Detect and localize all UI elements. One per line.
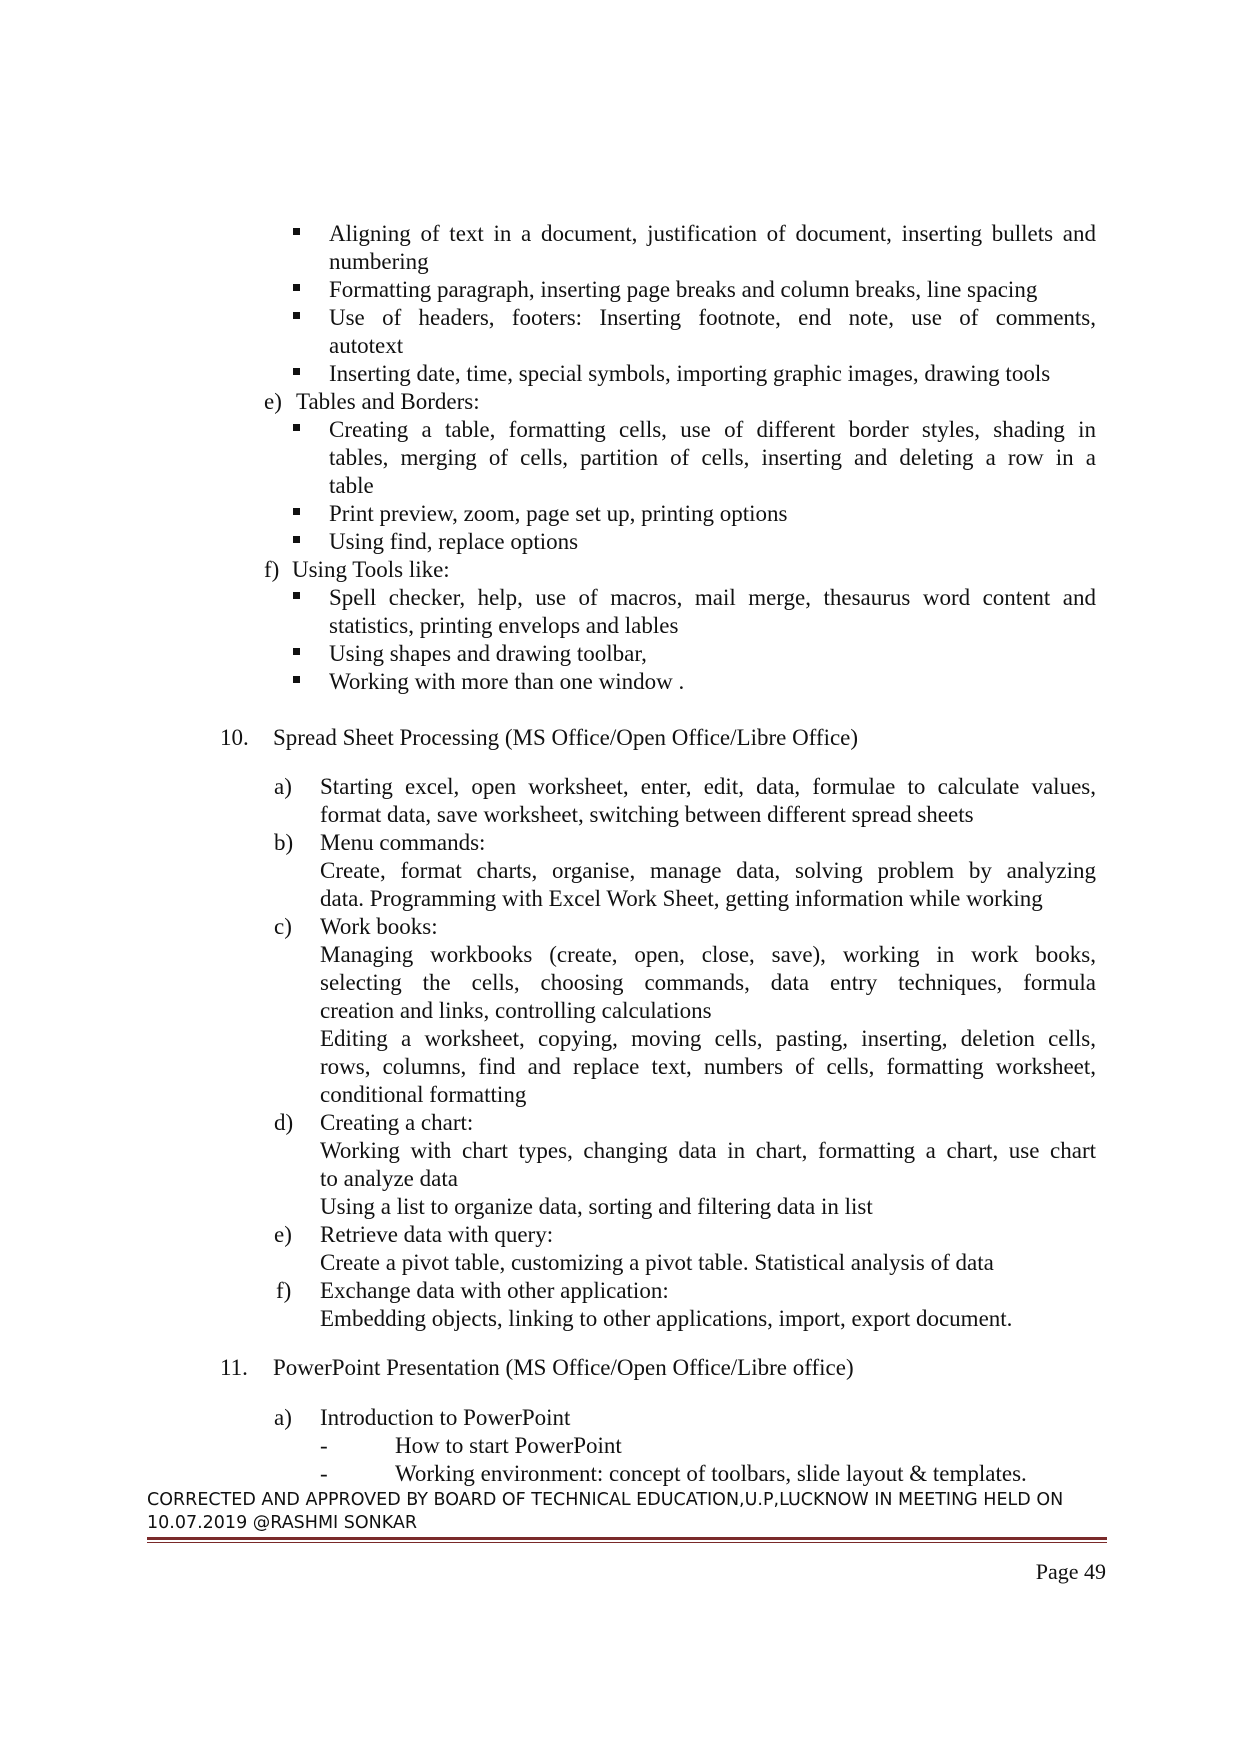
sub-label: e) xyxy=(274,1222,292,1247)
bullet-text: Using shapes and drawing toolbar, xyxy=(329,641,647,666)
sub-text: Editing a worksheet, copying, moving cells, pasting, inserting, deletion cells, xyxy=(320,1026,1096,1051)
bullet-text: tables, merging of cells, partition of cells, inserting and deleting a row in a xyxy=(329,445,1096,470)
section-label: e) xyxy=(264,389,282,414)
dash-marker: - xyxy=(320,1433,328,1458)
footer-rule-thick xyxy=(147,1537,1107,1540)
sub-text: Work books: xyxy=(320,914,438,939)
bullet-text: Working with more than one window . xyxy=(329,669,685,694)
item-title: Spread Sheet Processing (MS Office/Open Office/Libre Office) xyxy=(273,725,859,750)
bullet-text: Aligning of text in a document, justification of document, inserting bullets and xyxy=(329,221,1096,246)
section-title: Tables and Borders: xyxy=(296,389,480,414)
item-number: 10. xyxy=(220,725,249,750)
bullet-square-icon xyxy=(293,648,300,655)
sub-text: conditional formatting xyxy=(320,1082,527,1107)
footer-line-1: CORRECTED AND APPROVED BY BOARD OF TECHNICAL EDUCATION,U.P,LUCKNOW IN MEETING HELD ON xyxy=(147,1490,1064,1510)
sub-text: Exchange data with other application: xyxy=(320,1278,669,1303)
sub-text: Embedding objects, linking to other applications, import, export document. xyxy=(320,1306,1013,1331)
dash-marker: - xyxy=(320,1461,328,1486)
bullet-text: Using find, replace options xyxy=(329,529,579,554)
bullet-text: Use of headers, footers: Inserting footnote, end note, use of comments, xyxy=(329,305,1096,330)
sub-text: Create, format charts, organise, manage data, solving problem by analyzing xyxy=(320,858,1096,883)
bullet-text: Print preview, zoom, page set up, printing options xyxy=(329,501,788,526)
bullet-text: Formatting paragraph, inserting page breaks and column breaks, line spacing xyxy=(329,277,1038,302)
bullet-text: Inserting date, time, special symbols, importing graphic images, drawing tools xyxy=(329,361,1051,386)
bullet-text: statistics, printing envelops and lables xyxy=(329,613,679,638)
sub-label: a) xyxy=(274,774,292,799)
sub-text: Using a list to organize data, sorting and filtering data in list xyxy=(320,1194,873,1219)
bullet-text: Creating a table, formatting cells, use of different border styles, shading in xyxy=(329,417,1096,442)
footer-rule-thin xyxy=(147,1542,1107,1543)
sub-text: rows, columns, find and replace text, numbers of cells, formatting worksheet, xyxy=(320,1054,1096,1079)
dash-item-text: Working environment: concept of toolbars, slide layout & templates. xyxy=(395,1461,1027,1486)
bullet-square-icon xyxy=(293,592,300,599)
sub-text: Retrieve data with query: xyxy=(320,1222,554,1247)
sub-text: Introduction to PowerPoint xyxy=(320,1405,571,1430)
sub-label: a) xyxy=(274,1405,292,1430)
bullet-square-icon xyxy=(293,284,300,291)
bullet-text: Spell checker, help, use of macros, mail merge, thesaurus word content and xyxy=(329,585,1096,610)
sub-label: d) xyxy=(274,1110,294,1135)
item-number: 11. xyxy=(220,1355,248,1380)
bullet-square-icon xyxy=(293,228,300,235)
sub-label: b) xyxy=(274,830,294,855)
bullet-square-icon xyxy=(293,424,300,431)
section-label: f) xyxy=(264,557,280,582)
bullet-square-icon xyxy=(293,536,300,543)
item-title: PowerPoint Presentation (MS Office/Open Office/Libre office) xyxy=(273,1355,854,1380)
footer-line-2: 10.07.2019 @RASHMI SONKAR xyxy=(147,1513,418,1533)
sub-text: data. Programming with Excel Work Sheet, getting information while working xyxy=(320,886,1043,911)
sub-text: Starting excel, open worksheet, enter, edit, data, formulae to calculate values, xyxy=(320,774,1096,799)
sub-text: format data, save worksheet, switching between different spread sheets xyxy=(320,802,974,827)
sub-text: selecting the cells, choosing commands, data entry techniques, formula xyxy=(320,970,1096,995)
bullet-square-icon xyxy=(293,676,300,683)
sub-text: Create a pivot table, customizing a pivot table. Statistical analysis of data xyxy=(320,1250,994,1275)
sub-text: to analyze data xyxy=(320,1166,458,1191)
bullet-square-icon xyxy=(293,312,300,319)
sub-text: Managing workbooks (create, open, close, save), working in work books, xyxy=(320,942,1096,967)
sub-text: Working with chart types, changing data in chart, formatting a chart, use chart xyxy=(320,1138,1096,1163)
sub-label: c) xyxy=(274,914,292,939)
bullet-text: autotext xyxy=(329,333,404,358)
bullet-square-icon xyxy=(293,368,300,375)
bullet-square-icon xyxy=(293,508,300,515)
bullet-text: numbering xyxy=(329,249,429,274)
bullet-text: table xyxy=(329,473,374,498)
sub-text: Menu commands: xyxy=(320,830,486,855)
page-number: Page 49 xyxy=(1035,1559,1106,1584)
dash-item-text: How to start PowerPoint xyxy=(395,1433,622,1458)
sub-text: creation and links, controlling calculations xyxy=(320,998,712,1023)
approval-footer xyxy=(147,1489,1107,1535)
sub-text: Creating a chart: xyxy=(320,1110,474,1135)
section-title: Using Tools like: xyxy=(292,557,450,582)
sub-label: f) xyxy=(276,1278,292,1303)
